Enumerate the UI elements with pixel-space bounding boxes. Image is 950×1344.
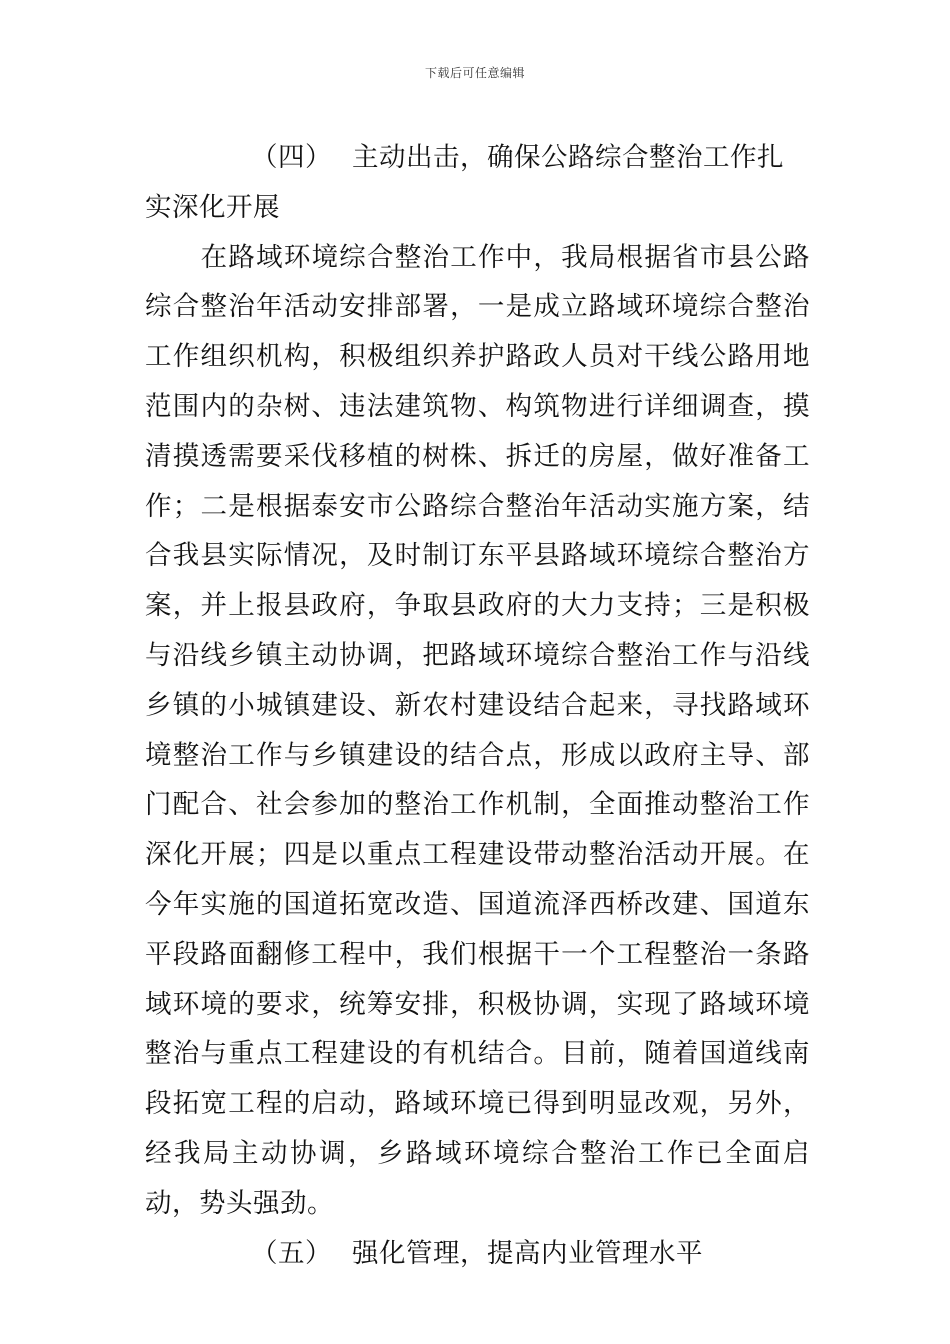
body-paragraph: 在路域环境综合整治工作中，我局根据省市县公路综合整治年活动安排部署，一是成立路域环境综合整治工作组织机构，积极组织养护路政人员对干线公路用地范围内的杂树、违法建筑物、构筑物进行详细调查，摸清摸透需要采伐移植的树株、拆迁的房屋，做好准备工作；二是根据泰安市公路综合整治年活动实施方案，结合我县实际情况，及时制订东平县路域环境综合整治方案，并上报县政府，争取县政府的大力支持；三是积极与沿线乡镇主动协调，把路域环境综合整治工作与沿线乡镇的小城镇建设、新农村建设结合起来，寻找路域环境整治工作与乡镇建设的结合点，形成以政府主导、部门配合、社会参加的整治工作机制，全面推动整治工作深化开展；四是以重点工程建设带动整治活动开展。在今年实施的国道拓宽改造、国道流泽西桥改建、国道东平段路面翻修工程中，我们根据干一个工程整治一条路域环境的要求，统筹安排，积极协调，实现了路域环境整治与重点工程建设的有机结合。目前，随着国道线南段拓宽工程的启动，路域环境已得到明显改观，另外，经我局主动协调，乡路域环境综合整治工作已全面启动，势头强劲。 [145,241,810,1219]
page-header: 下载后可任意编辑 [424,66,525,80]
section-number: （四） [251,142,332,173]
section-title: 强化管理，提高内业管理水平 [352,1237,703,1269]
section-number: （五） [251,1237,332,1269]
section-title: 主动出击，确保公路综合整治工作扎实深化开展 [145,142,784,223]
section-heading-4 [145,133,810,233]
section-heading-5 [145,1229,810,1279]
document-body [145,133,810,1278]
